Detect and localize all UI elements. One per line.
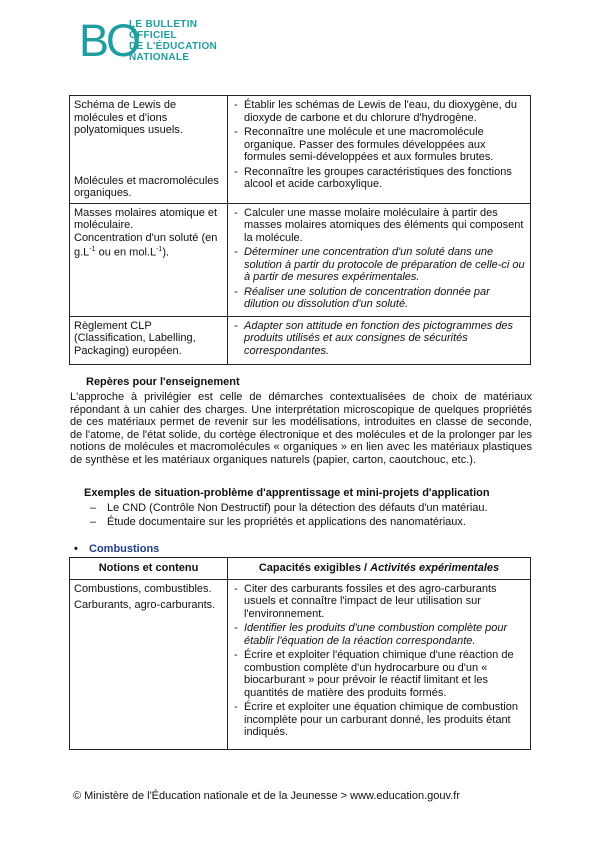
caps-cell: [228, 96, 531, 204]
capacity-item: - Écrire et exploiter une équation chimique de combustion incomplète pour un carburant donné, les produits étant indiqués.: [232, 701, 526, 739]
notions-cell: [70, 579, 228, 749]
exemples-title: Exemples de situation-problème d'apprentissage et mini-projets d'application: [84, 487, 490, 499]
list-item: – Étude documentaire sur les propriétés et applications des nanomatériaux.: [90, 516, 466, 528]
notions-cell: [70, 203, 228, 316]
notions-table-1: [69, 95, 531, 365]
capacity-item: - Écrire et exploiter l'équation chimique d'une réaction de combustion complète d'un hydrocarbure ou d'un « biocarburant » pour prévoir le réactif limitant et les quantités de matière des produits formés.: [232, 649, 526, 699]
logo-line: LE BULLETIN: [129, 19, 198, 30]
column-header: Capacités exigibles / Activités expérimentales: [228, 558, 531, 580]
logo-line: NATIONALE: [129, 52, 190, 63]
caps-cell: [228, 203, 531, 316]
capacity-item: - Identifier les produits d'une combustion complète pour établir l'équation de la réaction correspondante.: [232, 622, 526, 647]
capacity-item: - Établir les schémas de Lewis de l'eau, du dioxygène, du dioxyde de carbone et du chlorure d'hydrogène.: [232, 99, 526, 124]
table-row: [70, 203, 531, 316]
logo-line: DE L'ÉDUCATION: [129, 41, 218, 52]
capacity-item: - Citer des carburants fossiles et des agro-carburants usuels et connaître l'impact de leur utilisation sur l'environnement.: [232, 583, 526, 621]
notion-text: Schéma de Lewis de molécules et d'ions polyatomiques usuels.: [74, 99, 183, 136]
notion-text: Concentration d'un soluté (en $g.L^{-1}$ ou en $mol.L^{-1}$).: [74, 231, 218, 259]
logo-mark: BO: [79, 15, 139, 66]
notion-text: Règlement CLP (Classification, Labelling, Packaging) européen.: [74, 319, 196, 357]
caps-cell: [228, 316, 531, 364]
table-row: [70, 96, 531, 204]
table-row: [70, 316, 531, 364]
column-header: Notions et contenu: [70, 558, 228, 580]
combustions-table: [69, 557, 531, 750]
capacity-item: - Reconnaître les groupes caractéristiques des fonctions alcool et acide carboxylique.: [232, 166, 526, 191]
notion-text: Molécules et macromolécules organiques.: [74, 174, 219, 199]
reperes-title: Repères pour l'enseignement: [86, 376, 240, 388]
caps-cell: [228, 579, 531, 749]
logo-text: [129, 19, 269, 63]
capacity-item: - Reconnaître une molécule et une macromolécule organique. Passer des formules développées aux formules semi-développées et aux formules brutes.: [232, 126, 526, 164]
capacity-item: - Adapter son attitude en fonction des pictogrammes des produits utilisés et aux consignes de sécurités correspondantes.: [232, 320, 526, 358]
table-row: [70, 579, 531, 749]
capacity-item: - Réaliser une solution de concentration donnée par dilution ou dissolution d'un soluté.: [232, 286, 526, 311]
notions-cell: [70, 96, 228, 204]
notion-text: Carburants, agro-carburants.: [74, 599, 216, 611]
list-item: – Le CND (Contrôle Non Destructif) pour la détection des défauts d'un matériau.: [90, 502, 488, 514]
capacity-item: - Calculer une masse molaire moléculaire à partir des masses molaires atomiques des éléments qui composent la molécule.: [232, 207, 526, 245]
capacity-item: - Déterminer une concentration d'un soluté dans une solution à partir du protocole de préparation de celle-ci ou à partir de mesures expérimentales.: [232, 246, 526, 284]
table-header-row: [70, 558, 531, 580]
notion-text: Masses molaires atomique et moléculaire.: [74, 206, 218, 231]
footer: © Ministère de l'Éducation nationale et de la Jeunesse > www.education.gouv.fr: [73, 790, 460, 802]
logo-line: OFFICIEL: [129, 30, 177, 41]
notions-cell: [70, 316, 228, 364]
notion-text: Combustions, combustibles.: [74, 582, 212, 595]
combustions-title: • Combustions: [74, 543, 160, 555]
reperes-paragraph: L'approche à privilégier est celle de démarches contextualisées de choix de matériaux répondant à un cahier des charges. Une interprétation microscopique de quelques propriétés de ces matériaux permet de revenir sur les modélisations, introduites en classe de seconde, de l'atome, de l'état solide, du cortège électronique et des molécules et de la prolonger par les notions de molécules et macromolécules « organiques » en lien avec les matériaux plastiques de synthèse et les matériaux organiques naturels (papier, carton, caoutchouc, etc.).: [70, 391, 532, 466]
